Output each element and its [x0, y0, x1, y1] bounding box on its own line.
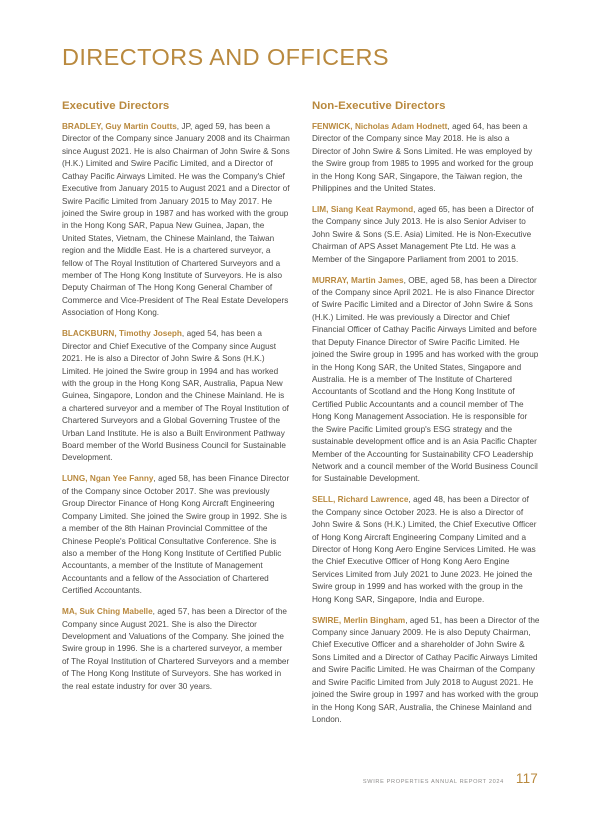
director-name: FENWICK, Nicholas Adam Hodnett	[312, 122, 448, 131]
director-name: SELL, Richard Lawrence	[312, 495, 409, 505]
director-bio-text: , aged 64, has been a Director of the Company since May 2018. He is also a Director of John Swire & Sons Limited. He was employed by the Swire group from 1985 to 1995 and worked for the group in the Hong Kong SAR, Singapore, the Taiwan region, the Philippines and the United States.	[312, 122, 534, 194]
two-column-body	[62, 100, 540, 726]
director-name: SWIRE, Merlin Bingham	[312, 615, 406, 625]
director-bio	[62, 328, 290, 465]
director-bio-text: , aged 57, has been a Director of the Company since August 2021. She is also the Director Development and Valuations of the Company. She joined the Swire group in 1996. She is a chartered surveyor, a member of The Royal Institution of Chartered Surveyors and a member of The Hong Kong Institute of Surveyors. She has worked in the real estate industry for over 30 years.	[62, 607, 290, 691]
director-bio-text: , aged 65, has been a Director of the Company since July 2013. He is also Senior Adviser to John Swire & Sons (S.E. Asia) Limited. He is Non-Executive Chairman of APS Asset Management Pte Ltd. He was a Member of the Singapore Parliament from 2001 to 2015.	[312, 205, 534, 264]
director-bio-text: , aged 48, has been a Director of the Company since October 2023. He is also a Director of John Swire & Sons (H.K.) Limited, the Chief Executive Officer of Hong Kong Aircraft Engineering Company Limited and a Director of Hong Kong Aero Engine Services Limited. He was the Chief Executive Officer of Hong Kong Aero Engine Services Limited from July 2021 to June 2023. He joined the Swire group in 1999 and has worked with the group in the Hong Kong SAR, Singapore, India and Europe.	[312, 495, 537, 604]
section-heading-non-executive-directors: Non-Executive Directors	[312, 100, 446, 112]
page-title: DIRECTORS AND OFFICERS	[62, 43, 389, 70]
page-number: 117	[515, 771, 538, 786]
column-non-executive-directors	[312, 100, 540, 726]
director-bio-text: , JP, aged 59, has been a Director of the Company since January 2008 and its Chairman since August 2021. He is also Chairman of John Swire & Sons (H.K.) Limited and Swire Pacific Limited, and a Director of Cathay Pacific Airways Limited. He was the Company's Chief Executive from January 2015 to August 2021 and a Director of Swire Pacific Limited from January 2015 to May 2017. He joined the Swire group in 1987 and has worked with the group in the Hong Kong SAR, Papua New Guinea, Japan, the United States, Vietnam, the Chinese Mainland, the Taiwan region and the Middle East. He is a chartered surveyor, a fellow of The Royal Institution of Chartered Surveyors and a member of The Hong Kong Institute of Surveyors. He is also Deputy Chairman of The Hong Kong General Chamber of Commerce and Vice-President of The Real Estate Developers Association of Hong Kong.	[62, 122, 290, 318]
director-bio-text: , aged 58, has been Finance Director of the Company since October 2017. She was previously Group Director Finance of Hong Kong Aircraft Engineering Company Limited. She joined the Swire group in 1992. She is a member of the 8th Hainan Provincial Committee of the Chinese People's Political Consultative Conference. She is also a member of the Hong Kong Institute of Certified Public Accountants, a member of the Institute of Management Accountants and a fellow of the Association of Chartered Certified Accountants.	[62, 474, 290, 596]
director-name: LIM, Siang Keat Raymond	[312, 205, 414, 215]
director-bio	[312, 204, 540, 266]
page-footer	[363, 771, 538, 786]
director-name: MA, Suk Ching Mabelle	[62, 607, 153, 617]
director-bio	[62, 606, 290, 693]
director-bio-text: , aged 54, has been a Director and Chief Executive of the Company since August 2021. He is also a Director of John Swire & Sons (H.K.) Limited. He joined the Swire group in 1994 and has worked with the group in the Hong Kong SAR, Australia, Papua New Guinea, Singapore, London and the Chinese Mainland. He is a chartered surveyor and a member of The Royal Institution of Chartered Surveyors and a Global Governing Trustee of the Urban Land Institute. He is also a Built Environment Pathway Board member of the World Business Council for Sustainable Development.	[62, 329, 289, 463]
column-executive-directors	[62, 100, 290, 726]
director-bio-text: , OBE, aged 58, has been a Director of the Company since April 2021. He is also Finance Director of Swire Pacific Limited and a Director of John Swire & Sons (H.K.) Limited. He was previously a Director and Chief Financial Officer of Cathay Pacific Airways Limited and before that Deputy Finance Director of Swire Pacific Limited. He joined the Swire group in 1995 and has worked with the group in the Hong Kong SAR, the United States, Singapore and Australia. He is a member of The Institute of Chartered Accountants of Scotland and the Hong Kong Institute of Certified Public Accountants and a council member of The Hong Kong Management Association. He is responsible for the Swire Pacific Limited group's ESG strategy and the sustainable development office and is an Asia Pacific Chapter Member of the Accounting for Sustainability CFO Leadership Network and a council member of the World Business Council for Sustainable Development.	[312, 275, 539, 484]
section-heading-executive-directors: Executive Directors	[62, 100, 170, 112]
director-bio	[312, 494, 540, 606]
footer-report-title: SWIRE PROPERTIES ANNUAL REPORT 2024	[362, 779, 504, 785]
director-name: LUNG, Ngan Yee Fanny	[62, 474, 154, 484]
director-bio	[312, 275, 540, 486]
director-bio	[62, 121, 290, 320]
director-name: BLACKBURN, Timothy Joseph	[62, 329, 182, 339]
director-bio-text: , aged 51, has been a Director of the Company since January 2009. He is also Deputy Chairman, Chief Executive Officer and a shareholder of John Swire & Sons Limited and a Director of Cathay Pacific Airways Limited and Swire Pacific Limited. He was Chairman of the Company and Swire Pacific Limited from July 2018 to August 2021. He joined the Swire group in 1997 and has worked with the group in the Hong Kong SAR, Australia, the Chinese Mainland and London.	[312, 615, 540, 724]
director-name: MURRAY, Martin James	[312, 275, 404, 285]
director-bio	[312, 615, 540, 727]
director-bio	[62, 473, 290, 597]
director-bio	[312, 121, 540, 196]
director-name: BRADLEY, Guy Martin Coutts	[62, 122, 177, 131]
